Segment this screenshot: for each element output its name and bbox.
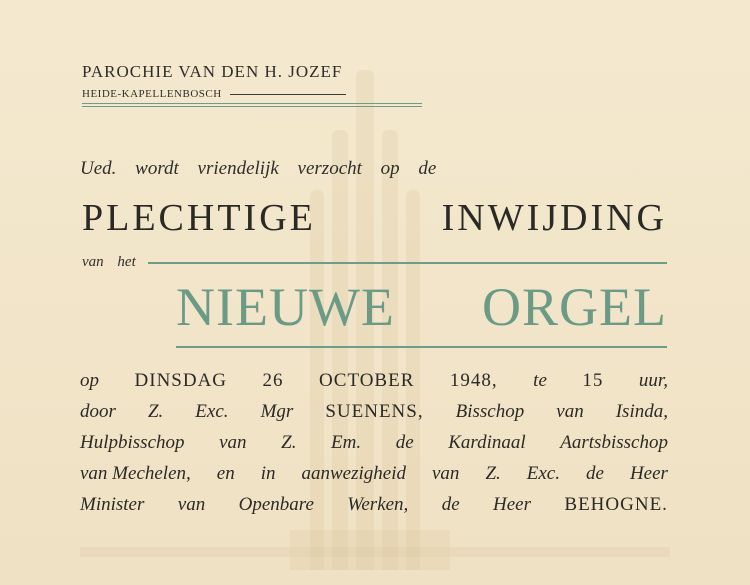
organ-word-2: ORGEL xyxy=(482,277,667,337)
detail-line-5: Minister van Openbare Werken, de Heer BEHOGNE. xyxy=(80,494,668,515)
village-name: HEIDE-KAPELLENBOSCH xyxy=(82,88,222,100)
parish-header xyxy=(82,62,422,107)
event-details xyxy=(80,370,668,525)
request-text: Ued. wordt vriendelijk verzocht op de xyxy=(80,158,437,179)
top-green-rule xyxy=(148,262,667,264)
of-the-text: van het xyxy=(82,254,136,270)
header-line xyxy=(230,94,346,95)
detail-line-4: van Mechelen, en in aanwezigheid van Z. Exc. de Heer xyxy=(80,463,668,484)
organ-word-1: NIEUWE xyxy=(176,277,395,337)
ceremony-word-1: PLECHTIGE xyxy=(82,197,316,239)
ceremony-word-2: INWIJDING xyxy=(441,197,667,239)
organ-title xyxy=(176,276,667,338)
detail-line-2: door Z. Exc. Mgr SUENENS, Bisschop van Isinda, xyxy=(80,401,668,422)
bottom-green-rule xyxy=(176,346,667,348)
parish-name: PAROCHIE VAN DEN H. JOZEF xyxy=(82,62,343,81)
detail-line-3: Hulpbisschop van Z. Em. de Kardinaal Aartsbisschop xyxy=(80,432,668,453)
header-double-rule xyxy=(82,103,422,107)
ceremony-title xyxy=(82,196,667,240)
detail-line-1: op DINSDAG 26 OCTOBER 1948, te 15 uur, xyxy=(80,370,668,391)
paper-fade xyxy=(80,547,670,557)
